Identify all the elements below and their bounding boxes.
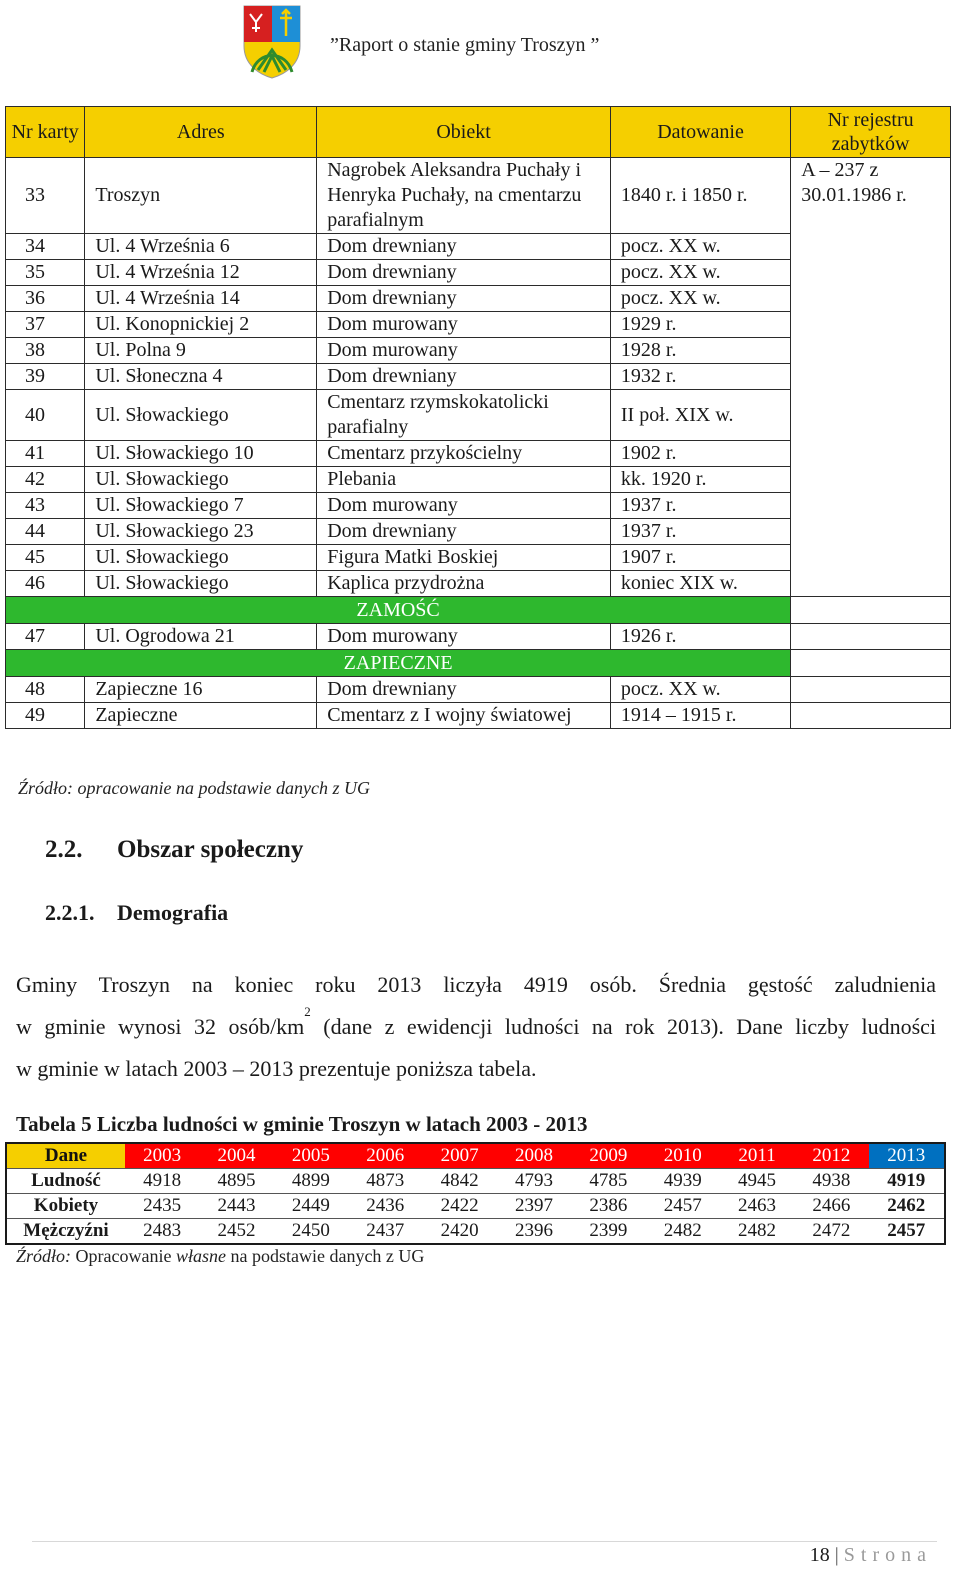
population-source-note [16, 1246, 424, 1267]
value-cell: 4895 [199, 1169, 273, 1194]
cell-obiekt: Dom drewniany [317, 519, 611, 545]
cell-nr: 46 [6, 571, 85, 597]
cell-nr: 44 [6, 519, 85, 545]
monuments-table [5, 106, 951, 729]
year-cell: 2012 [794, 1143, 868, 1169]
source-prefix: Źródło: [16, 1246, 72, 1266]
value-cell: 4873 [348, 1169, 422, 1194]
value-cell: 4793 [497, 1169, 571, 1194]
cell-nr: 34 [6, 234, 85, 260]
cell-adres: Zapieczne 16 [85, 677, 317, 703]
troszyn-coat-of-arms-logo [240, 2, 304, 80]
row-label: Kobiety [6, 1194, 125, 1219]
cell-adres: Ul. Ogrodowa 21 [85, 624, 317, 650]
value-cell: 4899 [274, 1169, 348, 1194]
cell-obiekt: Kaplica przydrożna [317, 571, 611, 597]
header-dane: Dane [6, 1143, 125, 1169]
cell-nr: 45 [6, 545, 85, 571]
value-cell: 2436 [348, 1194, 422, 1219]
cell-nr: 48 [6, 677, 85, 703]
value-cell: 2463 [720, 1194, 794, 1219]
cell-datowanie: 1932 r. [610, 364, 790, 390]
empty-cell [791, 703, 951, 729]
cell-adres: Ul. 4 Września 14 [85, 286, 317, 312]
section-label-zapieczne: ZAPIECZNE [6, 650, 791, 677]
cell-adres: Ul. Słowackiego [85, 571, 317, 597]
value-cell: 2462 [869, 1194, 945, 1219]
cell-datowanie: II poł. XIX w. [610, 390, 790, 441]
value-cell: 4945 [720, 1169, 794, 1194]
cell-adres: Ul. Słowackiego [85, 390, 317, 441]
section-number: 2.2. [45, 836, 83, 863]
empty-cell [791, 650, 951, 677]
cell-obiekt: Dom drewniany [317, 234, 611, 260]
table-row [6, 703, 951, 729]
cell-adres: Ul. Słoneczna 4 [85, 364, 317, 390]
paragraph-line: w gminie w latach 2003 – 2013 prezentuje poniższa tabela. [16, 1056, 537, 1081]
cell-datowanie: pocz. XX w. [610, 677, 790, 703]
cell-adres: Ul. Polna 9 [85, 338, 317, 364]
cell-adres: Ul. Słowackiego [85, 467, 317, 493]
year-cell: 2003 [125, 1143, 199, 1169]
cell-obiekt: Dom drewniany [317, 677, 611, 703]
value-cell: 2452 [199, 1219, 273, 1245]
cell-obiekt: Cmentarz rzymskokatolicki parafialny [317, 390, 611, 441]
empty-cell [791, 624, 951, 650]
cell-nr: 42 [6, 467, 85, 493]
value-cell: 2396 [497, 1219, 571, 1245]
population-row [6, 1194, 945, 1219]
footer-separator: | [834, 1544, 839, 1566]
header-datowanie: Datowanie [610, 107, 790, 158]
section-row-zamosc [6, 597, 951, 624]
cell-datowanie: 1937 r. [610, 519, 790, 545]
cell-adres: Troszyn [85, 158, 317, 234]
report-header-title: ”Raport o stanie gminy Troszyn ” [330, 34, 600, 56]
value-cell: 2466 [794, 1194, 868, 1219]
value-cell: 4938 [794, 1169, 868, 1194]
source-text: na podstawie danych z UG [225, 1246, 425, 1266]
cell-datowanie: 1926 r. [610, 624, 790, 650]
year-cell: 2011 [720, 1143, 794, 1169]
cell-obiekt: Plebania [317, 467, 611, 493]
value-cell: 2399 [571, 1219, 645, 1245]
cell-adres: Ul. 4 Września 6 [85, 234, 317, 260]
cell-datowanie: 1902 r. [610, 441, 790, 467]
value-cell: 2437 [348, 1219, 422, 1245]
cell-datowanie: kk. 1920 r. [610, 467, 790, 493]
value-cell: 2482 [720, 1219, 794, 1245]
population-row [6, 1219, 945, 1245]
row-label: Mężczyźni [6, 1219, 125, 1245]
paragraph-line [16, 1006, 936, 1048]
cell-datowanie: 1907 r. [610, 545, 790, 571]
cell-obiekt: Nagrobek Aleksandra Puchały i Henryka Puchały, na cmentarzu parafialnym [317, 158, 611, 234]
value-cell: 2472 [794, 1219, 868, 1245]
year-cell: 2008 [497, 1143, 571, 1169]
cell-nr: 41 [6, 441, 85, 467]
cell-obiekt: Cmentarz przykościelny [317, 441, 611, 467]
source-italic: własne [175, 1246, 226, 1266]
header-adres: Adres [85, 107, 317, 158]
cell-nr: 39 [6, 364, 85, 390]
cell-obiekt: Cmentarz z I wojny światowej [317, 703, 611, 729]
value-cell: 4919 [869, 1169, 945, 1194]
value-cell: 4842 [422, 1169, 496, 1194]
cell-datowanie: koniec XIX w. [610, 571, 790, 597]
footer-page-word: Strona [843, 1544, 932, 1566]
paragraph-text: w gminie wynosi 32 osób/km [16, 1014, 305, 1039]
cell-adres: Zapieczne [85, 703, 317, 729]
page-number: 18 [809, 1544, 830, 1566]
header-nr-rejestru: Nr rejestru zabytków [791, 107, 951, 158]
superscript: 2 [304, 1004, 311, 1019]
year-cell: 2013 [869, 1143, 945, 1169]
section-heading [45, 836, 303, 864]
paragraph-line: Gminy Troszyn na koniec roku 2013 liczyła 4919 osób. Średnia gęstość zaludnienia [16, 972, 936, 997]
cell-nr: 49 [6, 703, 85, 729]
cell-obiekt: Dom murowany [317, 338, 611, 364]
row-label: Ludność [6, 1169, 125, 1194]
value-cell: 2449 [274, 1194, 348, 1219]
value-cell: 2482 [646, 1219, 720, 1245]
value-cell: 2435 [125, 1194, 199, 1219]
cell-obiekt: Dom murowany [317, 312, 611, 338]
section-title: Obszar społeczny [117, 836, 304, 863]
section-row-zapieczne [6, 650, 951, 677]
section-label-zamosc: ZAMOŚĆ [6, 597, 791, 624]
cell-nr: 47 [6, 624, 85, 650]
cell-datowanie: 1928 r. [610, 338, 790, 364]
table-header-row [6, 107, 951, 158]
paragraph-text: (dane z ewidencji ludności na rok 2013). Dane liczby ludności [310, 1014, 937, 1039]
year-cell: 2007 [422, 1143, 496, 1169]
year-cell: 2005 [274, 1143, 348, 1169]
subsection-number: 2.2.1. [45, 900, 95, 925]
value-cell: 4785 [571, 1169, 645, 1194]
cell-obiekt: Dom murowany [317, 493, 611, 519]
cell-nr: 43 [6, 493, 85, 519]
cell-adres: Ul. Słowackiego [85, 545, 317, 571]
subsection-title: Demografia [117, 900, 229, 925]
cell-adres: Ul. Słowackiego 10 [85, 441, 317, 467]
cell-datowanie: 1937 r. [610, 493, 790, 519]
cell-datowanie: pocz. XX w. [610, 260, 790, 286]
header-nr-karty: Nr karty [6, 107, 85, 158]
footer-divider [32, 1541, 937, 1542]
cell-datowanie: pocz. XX w. [610, 286, 790, 312]
year-cell: 2009 [571, 1143, 645, 1169]
value-cell: 4918 [125, 1169, 199, 1194]
value-cell: 2457 [869, 1219, 945, 1245]
year-cell: 2004 [199, 1143, 273, 1169]
cell-obiekt: Dom murowany [317, 624, 611, 650]
value-cell: 4939 [646, 1169, 720, 1194]
cell-nr: 38 [6, 338, 85, 364]
table-caption: Tabela 5 Liczba ludności w gminie Troszyn w latach 2003 - 2013 [16, 1112, 588, 1136]
table-row [6, 677, 951, 703]
value-cell: 2483 [125, 1219, 199, 1245]
subsection-heading [45, 900, 228, 926]
cell-datowanie: 1840 r. i 1850 r. [610, 158, 790, 234]
value-cell: 2457 [646, 1194, 720, 1219]
empty-cell [791, 597, 951, 624]
year-cell: 2006 [348, 1143, 422, 1169]
cell-nr: 33 [6, 158, 85, 234]
cell-datowanie: 1914 – 1915 r. [610, 703, 790, 729]
cell-obiekt: Figura Matki Boskiej [317, 545, 611, 571]
cell-obiekt: Dom drewniany [317, 286, 611, 312]
cell-adres: Ul. Konopnickiej 2 [85, 312, 317, 338]
population-row [6, 1169, 945, 1194]
value-cell: 2450 [274, 1219, 348, 1245]
table-row [6, 624, 951, 650]
cell-nr: 40 [6, 390, 85, 441]
cell-nr: 35 [6, 260, 85, 286]
value-cell: 2397 [497, 1194, 571, 1219]
header-obiekt: Obiekt [317, 107, 611, 158]
cell-adres: Ul. Słowackiego 23 [85, 519, 317, 545]
cell-adres: Ul. 4 Września 12 [85, 260, 317, 286]
value-cell: 2420 [422, 1219, 496, 1245]
cell-nr: 36 [6, 286, 85, 312]
cell-nr: 37 [6, 312, 85, 338]
table-row [6, 158, 951, 234]
cell-obiekt: Dom drewniany [317, 260, 611, 286]
demography-paragraph [16, 964, 936, 1090]
source-text: Opracowanie [71, 1246, 176, 1266]
page-footer [810, 1544, 932, 1567]
cell-adres: Ul. Słowackiego 7 [85, 493, 317, 519]
cell-obiekt: Dom drewniany [317, 364, 611, 390]
cell-datowanie: 1929 r. [610, 312, 790, 338]
population-header-row [6, 1143, 945, 1169]
population-table [5, 1142, 946, 1245]
cell-registry-note: A – 237 z 30.01.1986 r. [791, 158, 951, 597]
value-cell: 2443 [199, 1194, 273, 1219]
cell-datowanie: pocz. XX w. [610, 234, 790, 260]
empty-cell [791, 677, 951, 703]
value-cell: 2386 [571, 1194, 645, 1219]
value-cell: 2422 [422, 1194, 496, 1219]
year-cell: 2010 [646, 1143, 720, 1169]
monuments-source-note: Źródło: opracowanie na podstawie danych z UG [18, 778, 370, 798]
